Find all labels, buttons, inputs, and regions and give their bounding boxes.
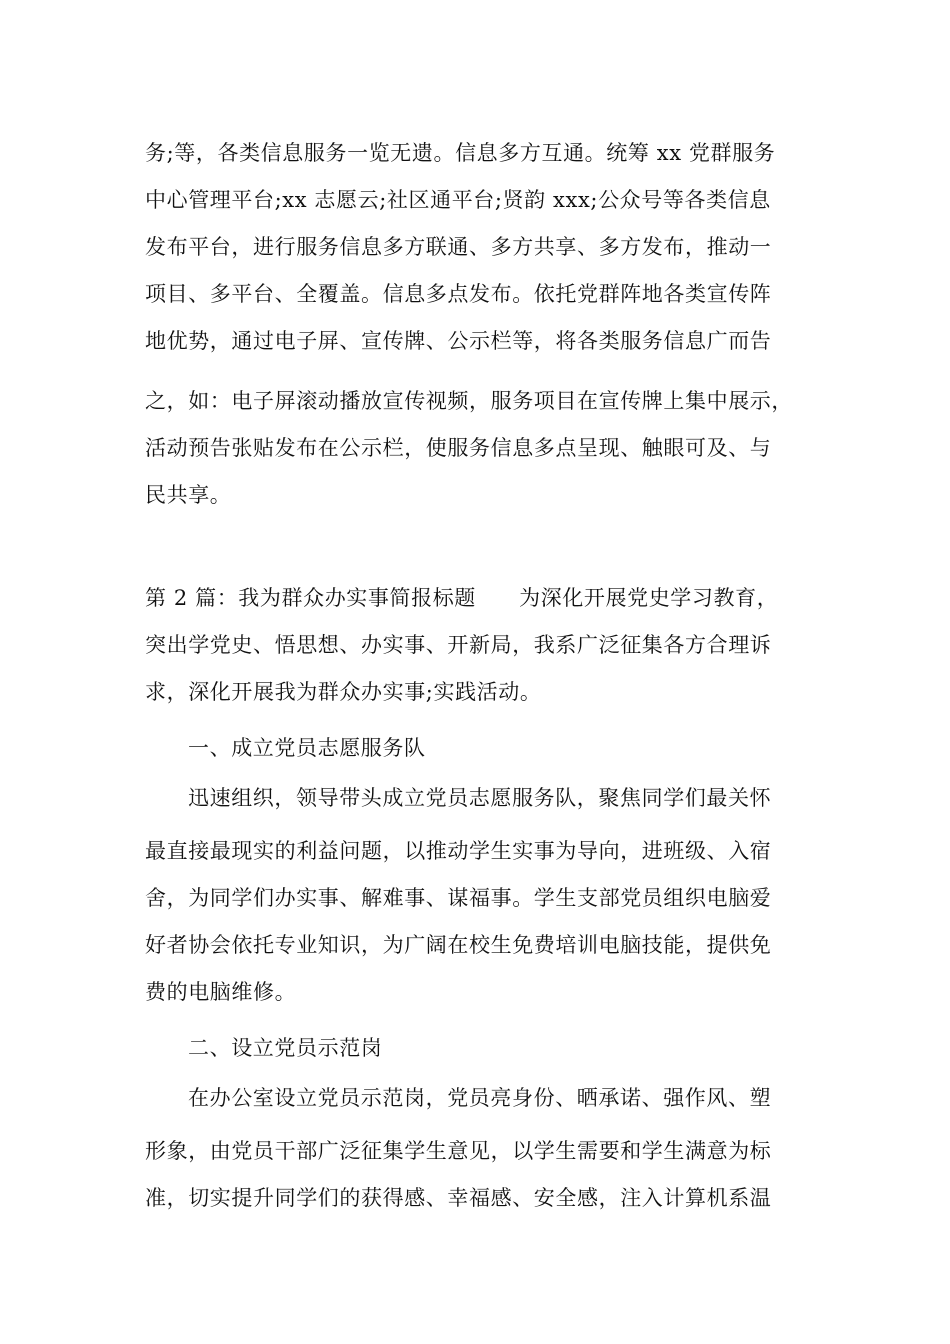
paragraph-line: 求，深化开展我为群众办实事;实践活动。 [145, 680, 542, 704]
paragraph-line: 迅速组织，领导带头成立党员志愿服务队，聚焦同学们最关怀 [188, 786, 772, 810]
paragraph-line: 之，如：电子屏滚动播放宣传视频，服务项目在宣传牌上集中展示， [145, 389, 793, 413]
paragraph-line: 务;等，各类信息服务一览无遗。信息多方互通。统筹 xx 党群服务 [145, 141, 776, 165]
paragraph-line: 地优势，通过电子屏、宣传牌、公示栏等，将各类服务信息广而告 [145, 329, 772, 353]
paragraph-line: 好者协会依托专业知识，为广阔在校生免费培训电脑技能，提供免 [145, 933, 772, 957]
section-heading: 二、设立党员示范岗 [188, 1036, 383, 1060]
paragraph-line: 费的电脑维修。 [145, 980, 297, 1004]
paragraph-line: 最直接最现实的利益问题，以推动学生实事为导向，进班级、入宿 [145, 839, 772, 863]
paragraph-line: 突出学党史、悟思想、办实事、开新局，我系广泛征集各方合理诉 [145, 633, 772, 657]
paragraph-line: 项目、多平台、全覆盖。信息多点发布。依托党群阵地各类宣传阵 [145, 282, 772, 306]
paragraph-line: 中心管理平台;xx 志愿云;社区通平台;贤韵 xxx;公众号等各类信息 [145, 188, 771, 212]
article-heading-line: 第 2 篇：我为群众办实事简报标题 为深化开展党史学习教育， [145, 586, 779, 610]
paragraph-line: 准，切实提升同学们的获得感、幸福感、安全感，注入计算机系温 [145, 1186, 772, 1210]
paragraph-line: 舍，为同学们办实事、解难事、谋福事。学生支部党员组织电脑爱 [145, 886, 772, 910]
paragraph-line: 活动预告张贴发布在公示栏，使服务信息多点呈现、触眼可及、与 [145, 436, 772, 460]
paragraph-line: 民共享。 [145, 483, 232, 507]
paragraph-line: 形象，由党员干部广泛征集学生意见，以学生需要和学生满意为标 [145, 1139, 772, 1163]
paragraph-line: 在办公室设立党员示范岗，党员亮身份、晒承诺、强作风、塑 [188, 1086, 772, 1110]
section-heading: 一、成立党员志愿服务队 [188, 736, 426, 760]
paragraph-line: 发布平台，进行服务信息多方联通、多方共享、多方发布，推动一 [145, 235, 772, 259]
